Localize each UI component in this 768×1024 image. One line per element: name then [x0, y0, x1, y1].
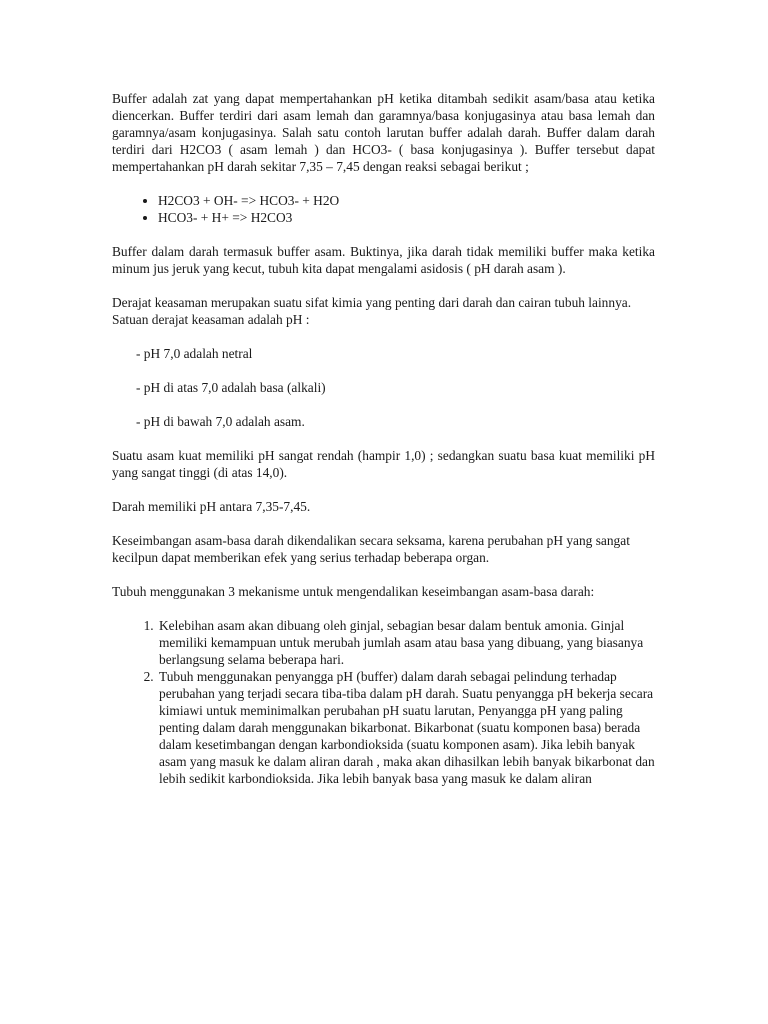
paragraph-acidity: Derajat keasaman merupakan suatu sifat kimia yang penting dari darah dan cairan tubuh lainnya. Satuan derajat keasaman adalah pH : — [112, 295, 632, 327]
reaction-item: • H2CO3 + OH- => HCO3- + H2O — [158, 192, 655, 209]
ph-level-item: - pH di bawah 7,0 adalah asam. — [136, 414, 305, 429]
mechanism-item: 2. Tubuh menggunakan penyangga pH (buffer) dalam darah sebagai pelindung terhadap perubahan yang terjadi secara tiba-tiba dalam pH darah. Suatu penyangga pH bekerja secara kimiawi untuk meminimalkan perubahan pH suatu larutan, Penyangga pH yang paling penting dalam darah menggunakan bikarbonat. Bikarbonat (suatu komponen basa) berada dalam kesetimbangan dengan karbondioksida (suatu komponen asam). Jika lebih banyak asam yang masuk ke dalam aliran darah , maka akan dihasilkan lebih banyak bikarbonat dan lebih sedikit karbondioksida. Jika lebih banyak basa yang masuk ke dalam aliran — [157, 668, 655, 787]
paragraph-strong-acid-base: Suatu asam kuat memiliki pH sangat rendah (hampir 1,0) ; sedangkan suatu basa kuat memiliki pH yang sangat tinggi (di atas 14,0). — [112, 448, 655, 480]
paragraph-mechanisms-intro: Tubuh menggunakan 3 mekanisme untuk mengendalikan keseimbangan asam-basa darah: — [112, 584, 595, 599]
document-page — [112, 90, 655, 787]
paragraph-buffer-definition: Buffer adalah zat yang dapat mempertahankan pH ketika ditambah sedikit asam/basa atau ketika diencerkan. Buffer terdiri dari asam lemah dan garamnya/basa konjugasinya atau basa lemah dan garamnya/asam konjugasinya. Salah satu contoh larutan buffer adalah darah. Buffer dalam darah terdiri dari H2CO3 ( asam lemah ) dan HCO3- ( basa konjugasinya ). Buffer tersebut dapat mempertahankan pH darah sekitar 7,35 – 7,45 dengan reaksi sebagai berikut ; — [112, 91, 655, 174]
ph-level-list — [112, 345, 655, 430]
paragraph-blood-ph: Darah memiliki pH antara 7,35-7,45. — [112, 499, 311, 514]
paragraph-balance-control: Keseimbangan asam-basa darah dikendalikan secara seksama, karena perubahan pH yang sangat kecilpun dapat memberikan efek yang serius terhadap beberapa organ. — [112, 533, 630, 565]
mechanism-list — [112, 617, 655, 787]
ph-level-item: - pH di atas 7,0 adalah basa (alkali) — [136, 380, 326, 395]
mechanism-item: 1. Kelebihan asam akan dibuang oleh ginjal, sebagian besar dalam bentuk amonia. Ginjal memiliki kemampuan untuk merubah jumlah asam atau basa yang dibuang, yang biasanya berlangsung selama beberapa hari. — [157, 617, 655, 668]
paragraph-acid-buffer: Buffer dalam darah termasuk buffer asam. Buktinya, jika darah tidak memiliki buffer maka ketika minum jus jeruk yang kecut, tubuh kita dapat mengalami asidosis ( pH darah asam ). — [112, 244, 655, 276]
reaction-item: • HCO3- + H+ => H2CO3 — [158, 209, 655, 226]
ph-level-item: - pH 7,0 adalah netral — [136, 346, 253, 361]
reaction-list — [112, 192, 655, 226]
